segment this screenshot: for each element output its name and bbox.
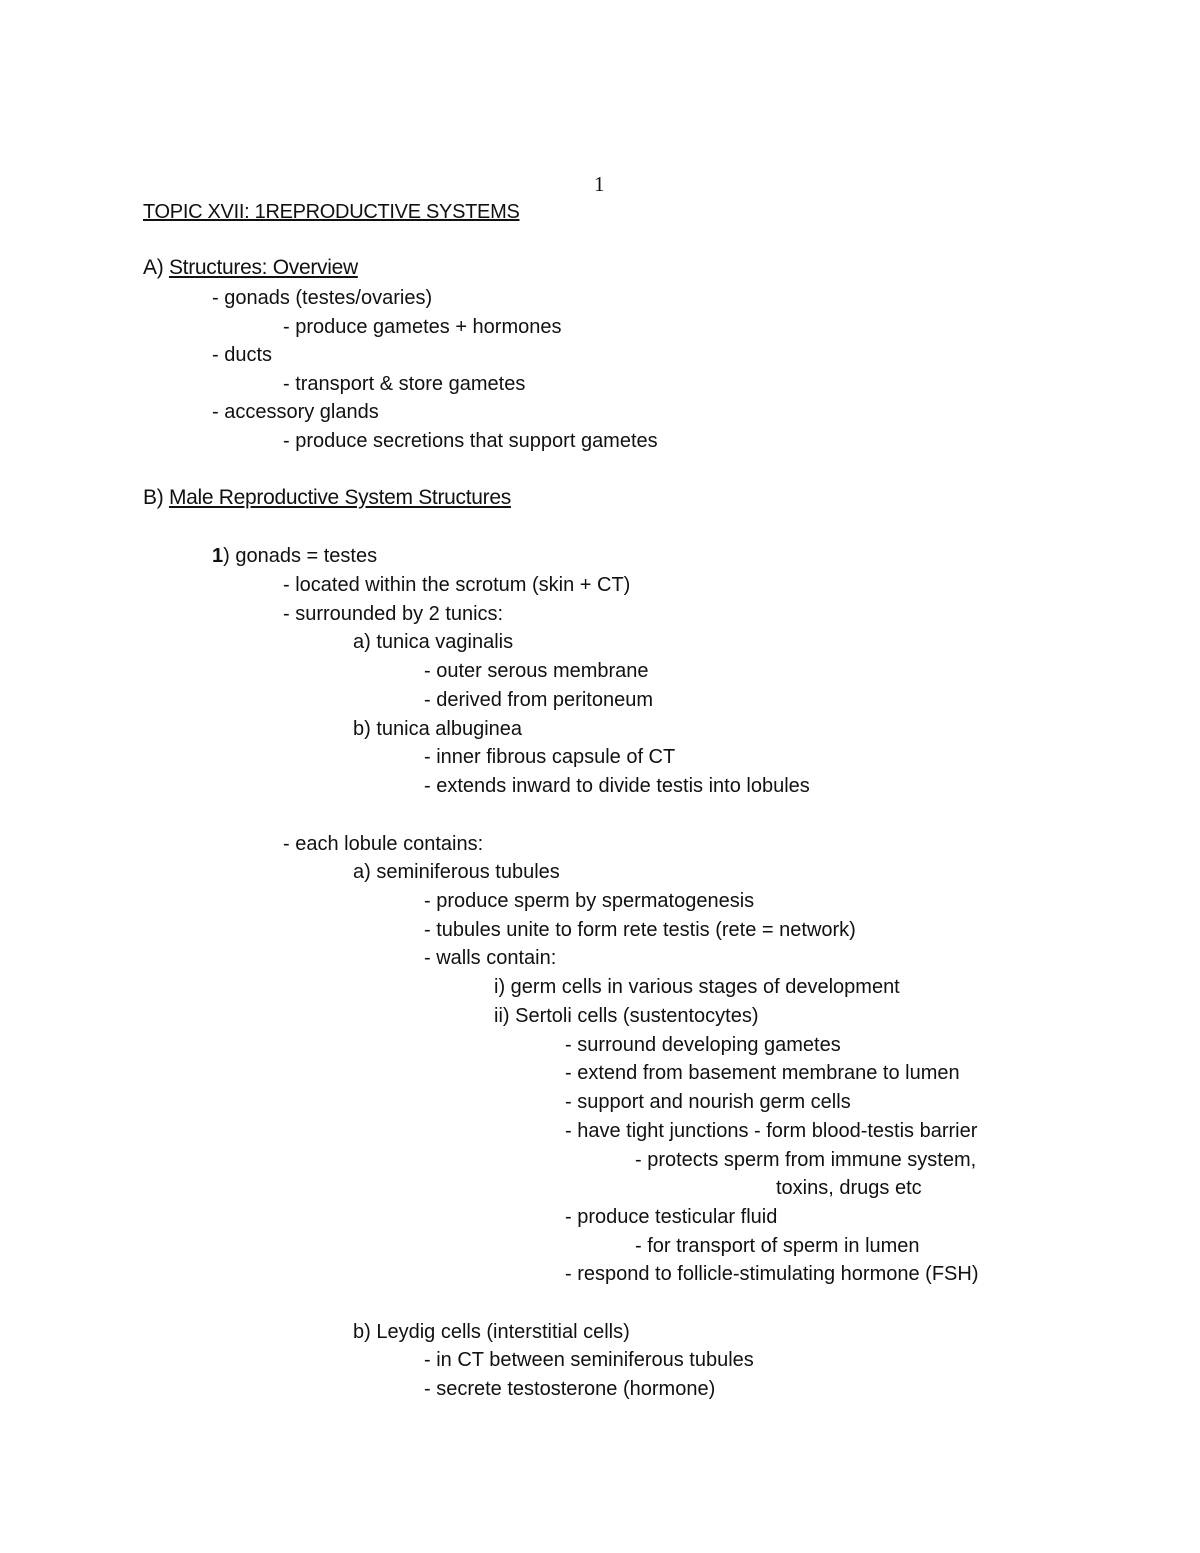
- list-item: - each lobule contains:: [283, 833, 484, 855]
- section-a-heading: [143, 254, 358, 282]
- list-item: - secrete testosterone (hormone): [424, 1378, 716, 1400]
- item-text: ) gonads = testes: [223, 545, 378, 567]
- page-title: TOPIC XVII: 1REPRODUCTIVE SYSTEMS: [143, 201, 520, 223]
- list-item: - extends inward to divide testis into lobules: [424, 775, 810, 797]
- list-item: - ducts: [212, 344, 273, 366]
- section-b-title: Male Reproductive System Structures: [168, 486, 511, 509]
- list-item: - inner fibrous capsule of CT: [424, 746, 676, 768]
- item-number: 1: [212, 545, 224, 567]
- list-item: toxins, drugs etc: [776, 1177, 922, 1199]
- section-b-heading: [143, 484, 511, 512]
- list-item: - surrounded by 2 tunics:: [283, 603, 504, 625]
- list-item: - produce testicular fluid: [565, 1206, 778, 1228]
- list-item: b) tunica albuginea: [353, 718, 523, 740]
- list-item: - have tight junctions - form blood-testis barrier: [565, 1120, 978, 1142]
- list-item: - produce sperm by spermatogenesis: [424, 890, 755, 912]
- section-b-prefix: B): [143, 486, 164, 509]
- list-item: b) Leydig cells (interstitial cells): [353, 1321, 630, 1343]
- section-a-prefix: A): [143, 256, 164, 279]
- list-item: - transport & store gametes: [283, 373, 526, 395]
- list-item: - outer serous membrane: [424, 660, 649, 682]
- list-item: a) tunica vaginalis: [353, 631, 514, 653]
- list-item: i) germ cells in various stages of development: [494, 976, 900, 998]
- list-item: - in CT between seminiferous tubules: [424, 1349, 754, 1371]
- list-item: - gonads (testes/ovaries): [212, 287, 433, 309]
- list-item: - support and nourish germ cells: [565, 1091, 851, 1113]
- list-item: - for transport of sperm in lumen: [635, 1235, 920, 1257]
- list-item: ii) Sertoli cells (sustentocytes): [494, 1005, 759, 1027]
- list-item: - derived from peritoneum: [424, 689, 653, 711]
- section-a-title: Structures: Overview: [168, 256, 358, 279]
- list-item-gonads: [212, 542, 377, 570]
- page-number: 1: [594, 172, 605, 196]
- list-item: - surround developing gametes: [565, 1034, 841, 1056]
- list-item: - accessory glands: [212, 401, 379, 423]
- list-item: a) seminiferous tubules: [353, 861, 560, 883]
- list-item: - located within the scrotum (skin + CT): [283, 574, 631, 596]
- list-item: - produce secretions that support gametes: [283, 430, 658, 452]
- list-item: - tubules unite to form rete testis (rete = network): [424, 919, 856, 941]
- list-item: - respond to follicle-stimulating hormone (FSH): [565, 1263, 979, 1285]
- list-item: - walls contain:: [424, 947, 557, 969]
- list-item: - produce gametes + hormones: [283, 316, 562, 338]
- list-item: - extend from basement membrane to lumen: [565, 1062, 960, 1084]
- list-item: - protects sperm from immune system,: [635, 1149, 977, 1171]
